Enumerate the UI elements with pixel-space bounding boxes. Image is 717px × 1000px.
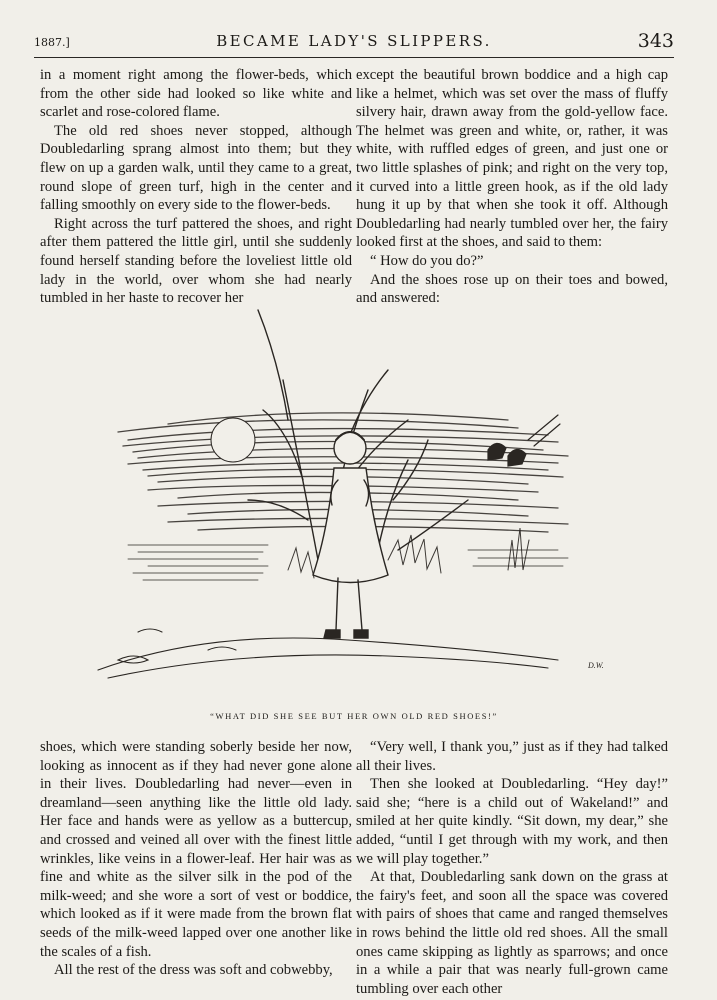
page-number: 343 bbox=[637, 30, 674, 52]
artist-signature: D.W. bbox=[588, 661, 604, 670]
paragraph: except the beautiful brown boddice and a high cap like a helmet, which was set over the mass of fluffy silvery hair, drawn away from the gold-yellow face. The helmet was green and white, or, rather, it was white, with ruffled edges of green, and just one or two little splashes of pink; and right on the very top, it curved into a little green hook, as if the old lady hung it up by that when she took it off. Although Doubledarling had nearly tumbled over her, the fairy looked first at the shoes, and said to them: bbox=[356, 67, 668, 251]
paragraph: “Very well, I thank you,” just as if they had talked all their lives. bbox=[356, 739, 668, 774]
header-rule bbox=[34, 57, 674, 58]
paragraph: All the rest of the dress was soft and cobwebby, bbox=[54, 962, 333, 979]
paragraph: “ How do you do?” bbox=[370, 252, 484, 269]
column-bottom-left bbox=[40, 738, 352, 980]
paragraph: And the shoes rose up on their toes and bowed, and answered: bbox=[356, 271, 668, 307]
column-bottom-right bbox=[356, 738, 668, 998]
paragraph: Right across the turf pattered the shoes, and right after them pattered the little girl, until she suddenly found herself standing before the loveliest little old lady in the world, over whom she had nearly tumbled in her haste to recover her bbox=[40, 215, 352, 307]
paragraph: shoes, which were standing soberly beside her now, looking as innocent as if they had never gone alone in their lives. Doubledarling had never—even in dreamland—seen anything like the little old lady. Her face and hands were as yellow as a buttercup, and crossed and veined all over with the finest little wrinkles, like veins in a flower-leaf. Her hair was as fine and white as the silver silk in the pod of the milk-weed; and she wore a sort of vest or boddice, which looked as if it were made from the brown flat seeds of the milk-weed lapped over one another like the scales of a fish. bbox=[40, 739, 352, 960]
header-year: 1887.] bbox=[34, 36, 70, 49]
paragraph: in a moment right among the flower-beds, which from the other side had looked so like white and scarlet and rose-colored flame. bbox=[40, 67, 352, 121]
column-top-right bbox=[356, 66, 668, 308]
paragraph: Then she looked at Doubledarling. “Hey day!” said she; “here is a child out of Wakeland!” and smiled at her quite kindly. “Sit down, my dear,” she added, “until I get through with my work, and then we will play together.” bbox=[356, 776, 668, 867]
illustration-girl-among-shrubs bbox=[88, 300, 638, 705]
running-title: BECAME LADY'S SLIPPERS. bbox=[216, 32, 492, 50]
paragraph: At that, Doubledarling sank down on the grass at the fairy's feet, and soon all the space was covered with pairs of shoes that came and ranged themselves in rows behind the little old red shoes. All the small ones came skipping as lightly as sparrows; and once in a while a pair that was nearly full-grown came tumbling over each other bbox=[356, 869, 668, 997]
column-top-left bbox=[40, 66, 352, 308]
running-header bbox=[34, 28, 674, 54]
illustration-caption: “WHAT DID SHE SEE BUT HER OWN OLD RED SHOES!” bbox=[210, 711, 498, 721]
paragraph: The old red shoes never stopped, although Doubledarling sprang almost into them; but they flew on up a garden walk, until they came to a great, round slope of green turf, high in the center and falling smoothly on every side to the flower-beds. bbox=[40, 122, 352, 214]
